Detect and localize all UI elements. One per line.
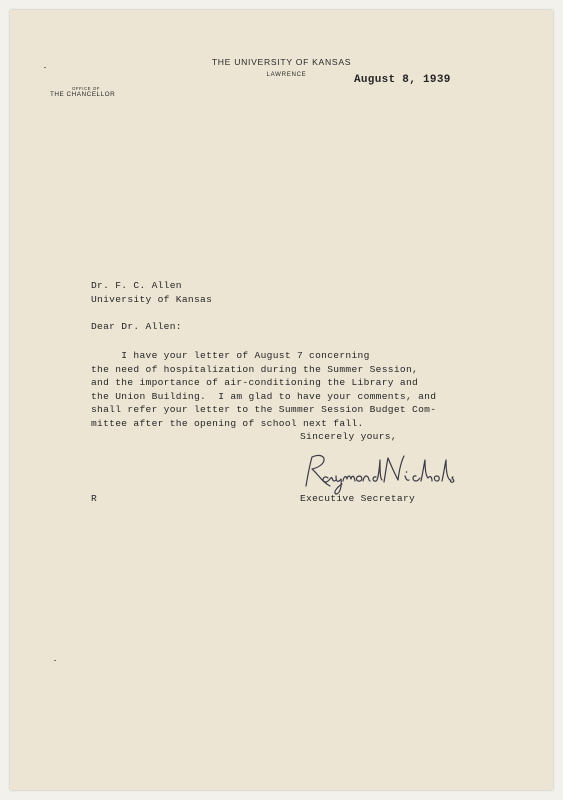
body-line: I have your letter of August 7 concerning <box>91 350 370 361</box>
letterhead-city: LAWRENCE <box>266 71 307 78</box>
letterhead-office-name: THE CHANCELLOR <box>50 91 116 98</box>
typist-initials: R <box>91 493 98 504</box>
body-line: the need of hospitalization during the Summer Session, <box>91 363 419 375</box>
letter-date: August 8, 1939 <box>354 74 451 86</box>
paper-speck <box>54 660 56 661</box>
body-line: and the importance of air-conditioning the Library and <box>91 377 419 388</box>
handwritten-signature <box>300 448 470 498</box>
recipient-institution: University of Kansas <box>91 293 213 305</box>
closing: Sincerely yours, <box>300 431 397 442</box>
letter-page <box>10 10 553 790</box>
body-line: mittee after the opening of school next fall. <box>91 417 364 429</box>
signer-title: Executive Secretary <box>300 493 416 504</box>
recipient-block <box>91 279 212 306</box>
body-line: the Union Building. I am glad to have your comments, and <box>91 390 437 402</box>
body-line: shall refer your letter to the Summer Session Budget Com- <box>91 404 437 415</box>
letterhead-office-of: OFFICE OF <box>72 86 100 91</box>
recipient-name: Dr. F. C. Allen <box>91 280 182 291</box>
paper-speck <box>44 67 46 68</box>
letter-body <box>91 349 436 430</box>
salutation: Dear Dr. Allen: <box>91 321 182 332</box>
letterhead-university: THE UNIVERSITY OF KANSAS <box>211 57 352 67</box>
